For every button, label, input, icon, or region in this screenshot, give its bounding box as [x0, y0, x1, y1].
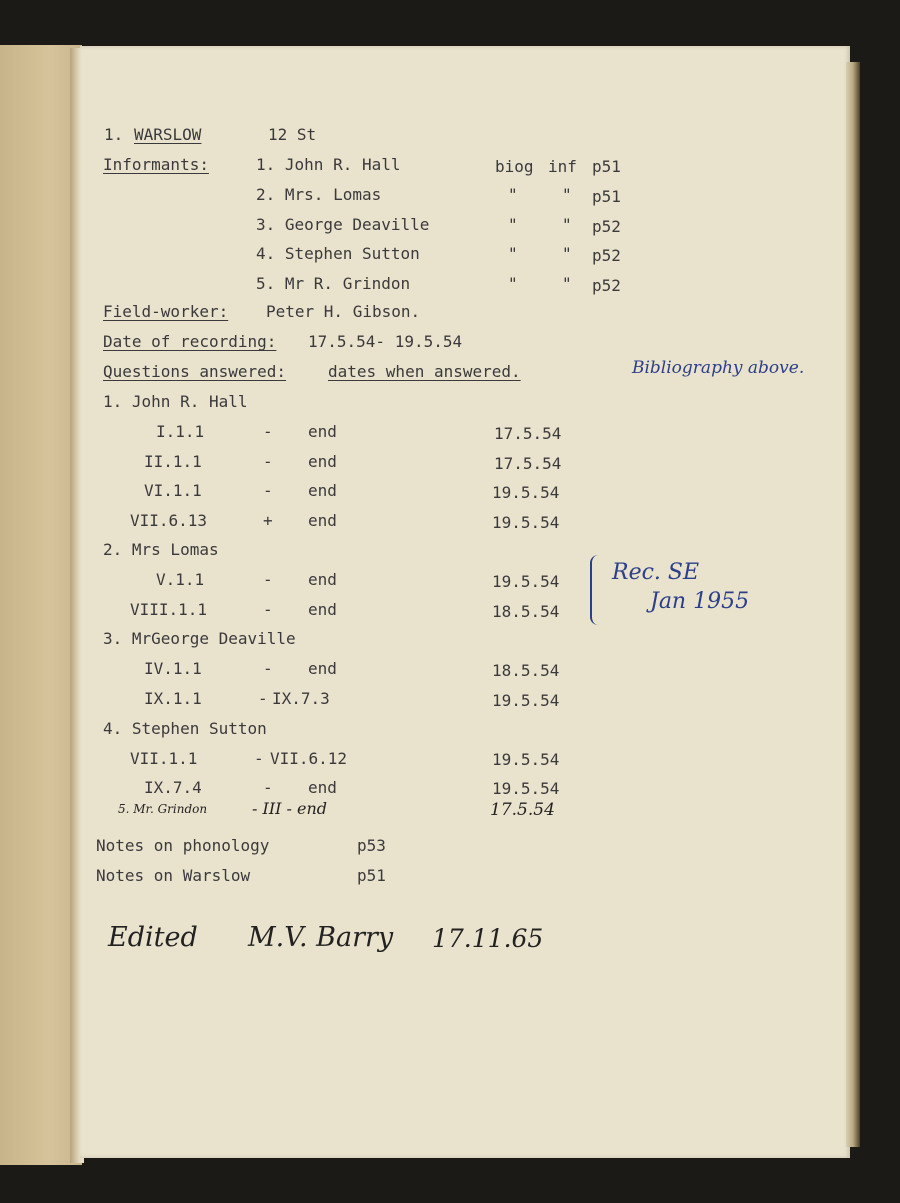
- informant-page: p52: [592, 217, 621, 236]
- question-to: end: [308, 570, 337, 589]
- informant-col1: ": [508, 215, 518, 234]
- question-dash: -: [263, 659, 273, 678]
- notes-label: Notes on phonology: [96, 836, 270, 855]
- question-to: end: [308, 778, 337, 797]
- recording-label-text: Date of recording:: [103, 332, 277, 351]
- question-to: end: [308, 511, 337, 530]
- question-to: end: [308, 659, 337, 678]
- question-from: V.1.1: [156, 570, 205, 589]
- informant-col1: ": [508, 244, 518, 263]
- informant-col2: ": [562, 215, 572, 234]
- informant-col1: ": [508, 185, 518, 204]
- question-to: VII.6.12: [270, 749, 348, 768]
- section-heading: 3. MrGeorge Deaville: [103, 629, 296, 648]
- question-dash: -: [263, 778, 273, 797]
- informants-label: Informants:: [103, 155, 209, 174]
- header-code: 12 St: [268, 125, 317, 144]
- recording-value: 17.5.54- 19.5.54: [308, 332, 463, 351]
- question-from: VI.1.1: [144, 481, 202, 500]
- question-date: 17.5.54: [494, 454, 562, 473]
- fieldworker-label: Field-worker:: [103, 302, 229, 321]
- informant-page: p51: [592, 187, 621, 206]
- edited-label: Edited: [108, 922, 198, 953]
- page-fore-edge: [846, 62, 860, 1147]
- question-date: 19.5.54: [492, 779, 560, 798]
- question-from: IX.7.4: [144, 778, 202, 797]
- fieldworker-value: Peter H. Gibson.: [266, 302, 421, 321]
- informant-col2: inf: [548, 157, 577, 176]
- header-number: 1.: [104, 125, 124, 144]
- question-date: 18.5.54: [492, 602, 560, 621]
- informant-col2: ": [562, 274, 572, 293]
- informant-name: 5. Mr R. Grindon: [256, 274, 411, 293]
- question-from: II.1.1: [144, 452, 202, 471]
- question-date: 18.5.54: [492, 661, 560, 680]
- editor-signature: M.V. Barry: [248, 922, 394, 953]
- question-date: 17.5.54: [494, 424, 562, 443]
- handwritten-date: 17.5.54: [490, 800, 555, 820]
- handwritten-informant: 5. Mr. Grindon: [118, 802, 208, 816]
- bracket-mark: [590, 555, 606, 625]
- notes-page: p51: [357, 866, 386, 885]
- notes-page: p53: [357, 836, 386, 855]
- informant-page: p52: [592, 246, 621, 265]
- informant-col1: biog: [495, 157, 534, 176]
- question-from: VII.1.1: [130, 749, 198, 768]
- section-heading: 1. John R. Hall: [103, 392, 248, 411]
- informant-col1: ": [508, 274, 518, 293]
- rec-note-line1: Rec. SE: [612, 560, 700, 585]
- edited-date: 17.11.65: [432, 924, 544, 953]
- question-date: 19.5.54: [492, 572, 560, 591]
- informant-name: 1. John R. Hall: [256, 155, 401, 174]
- question-dash: -: [263, 600, 273, 619]
- question-dash: -: [258, 689, 268, 708]
- informant-name: 3. George Deaville: [256, 215, 430, 234]
- question-to: end: [308, 452, 337, 471]
- question-to: end: [308, 422, 337, 441]
- questions-label: Questions answered:: [103, 362, 287, 381]
- question-to: end: [308, 481, 337, 500]
- informant-page: p51: [592, 157, 621, 176]
- dates-label: dates when answered.: [328, 362, 521, 381]
- rec-note-line2: Jan 1955: [650, 589, 750, 614]
- question-date: 19.5.54: [492, 691, 560, 710]
- informant-name: 4. Stephen Sutton: [256, 244, 420, 263]
- notes-label: Notes on Warslow: [96, 866, 251, 885]
- question-dash: -: [263, 570, 273, 589]
- question-date: 19.5.54: [492, 513, 560, 532]
- question-from: IV.1.1: [144, 659, 202, 678]
- question-dash: -: [263, 422, 273, 441]
- question-to: IX.7.3: [272, 689, 330, 708]
- section-heading: 4. Stephen Sutton: [103, 719, 267, 738]
- question-dash: +: [263, 511, 273, 530]
- question-from: VIII.1.1: [130, 600, 208, 619]
- recording-label: [103, 333, 276, 351]
- question-dash: -: [254, 749, 264, 768]
- section-heading: 2. Mrs Lomas: [103, 540, 219, 559]
- question-to: end: [308, 600, 337, 619]
- question-dash: -: [263, 452, 273, 471]
- question-from: VII.6.13: [130, 511, 208, 530]
- header-place: WARSLOW: [134, 125, 202, 144]
- informant-col2: ": [562, 244, 572, 263]
- question-from: IX.1.1: [144, 689, 202, 708]
- question-date: 19.5.54: [492, 750, 560, 769]
- informant-col2: ": [562, 185, 572, 204]
- handwritten-range: - III - end: [252, 799, 328, 818]
- bibliography-note: Bibliography above.: [632, 358, 805, 378]
- informant-page: p52: [592, 276, 621, 295]
- informant-name: 2. Mrs. Lomas: [256, 185, 382, 204]
- question-from: I.1.1: [156, 422, 205, 441]
- question-date: 19.5.54: [492, 483, 560, 502]
- question-dash: -: [263, 481, 273, 500]
